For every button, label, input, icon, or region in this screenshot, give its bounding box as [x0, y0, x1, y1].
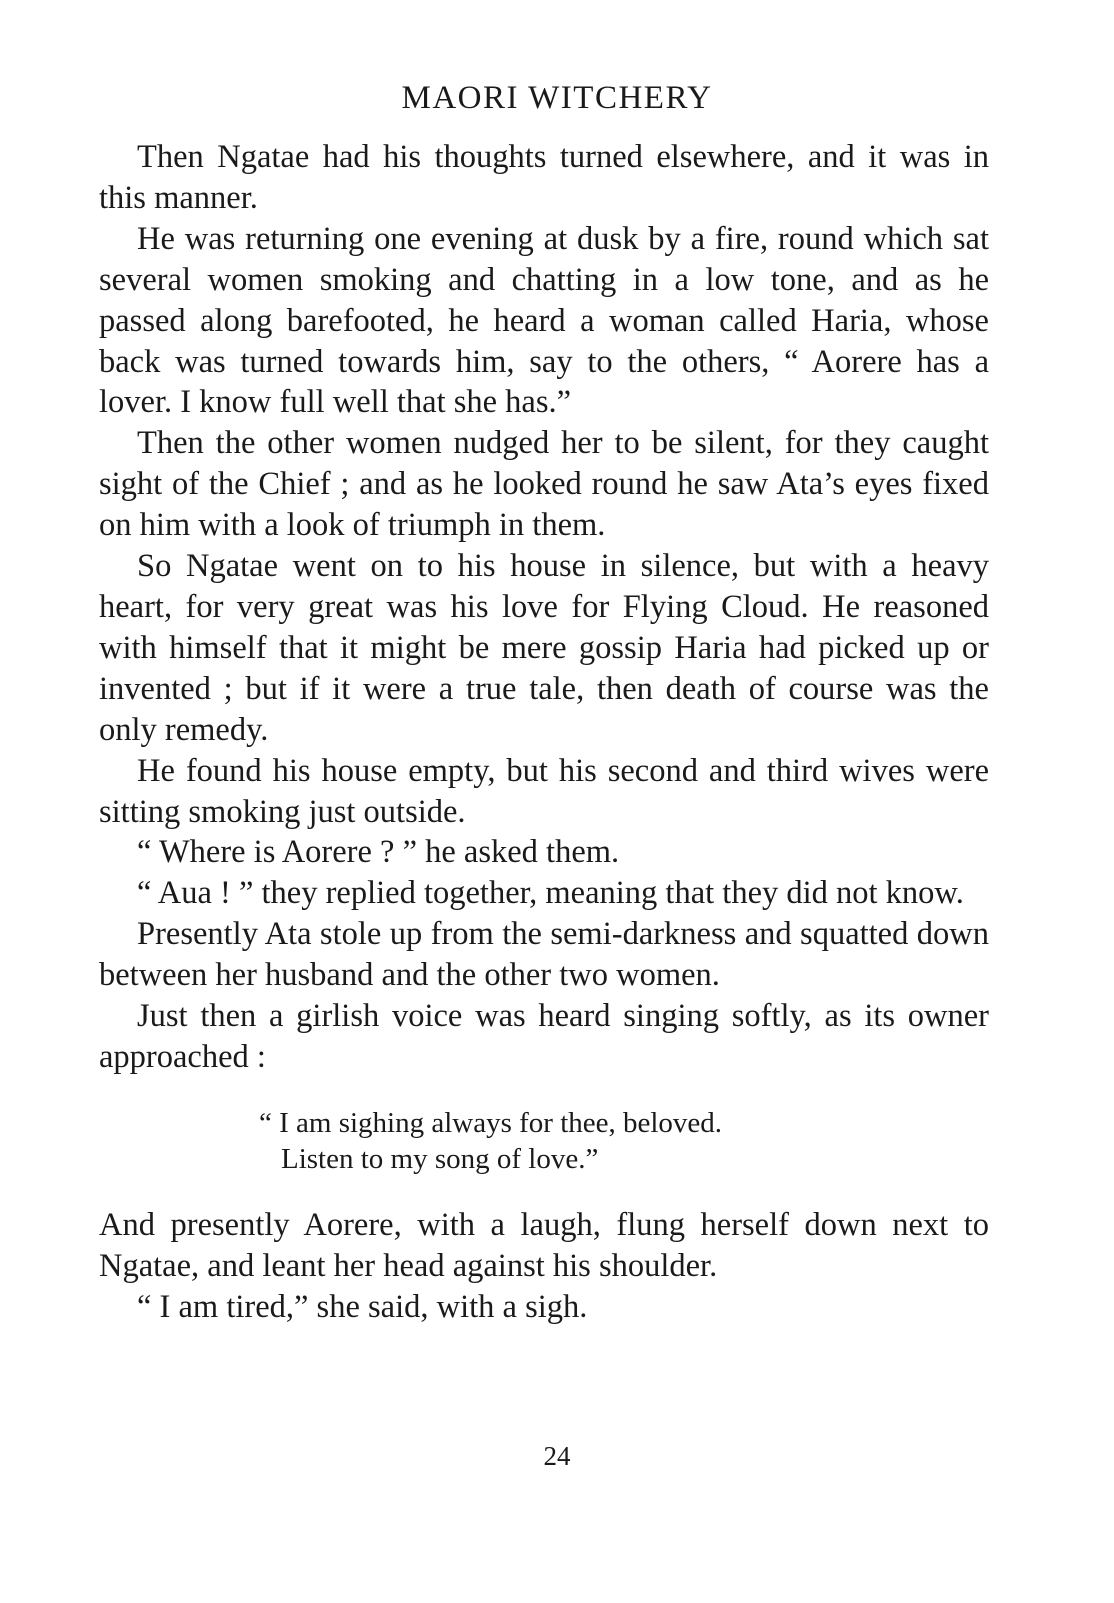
running-head: MAORI WITCHERY: [401, 80, 713, 116]
paragraph: Just then a girlish voice was heard singing softly, as its owner approached :: [99, 998, 989, 1075]
paragraph: “ Aua ! ” they replied together, meaning that they did not know.: [137, 875, 964, 912]
paragraph: And presently Aorere, with a laugh, flung herself down next to Ngatae, and leant her head against his shoulder.: [99, 1206, 989, 1284]
body-text: [99, 137, 989, 1328]
paragraph: “ Where is Aorere ? ” he asked them.: [137, 834, 620, 871]
verse-line: Listen to my song of love.”: [281, 1142, 599, 1175]
page-number: 24: [543, 1441, 571, 1471]
paragraph: Then the other women nudged her to be silent, for they caught sight of the Chief ; and as he looked round he saw Ata’s eyes fixed on him with a look of triumph in them.: [99, 425, 989, 544]
paragraph: Then Ngatae had his thoughts turned elsewhere, and it was in this manner.: [99, 139, 989, 216]
paragraph: “ I am tired,” she said, with a sigh.: [137, 1288, 588, 1325]
paragraph: So Ngatae went on to his house in silence, but with a heavy heart, for very great was his love for Flying Cloud. He reasoned with himself that it might be mere gossip Haria had picked up or invented ; but if it were a true tale, then death of course was the only remedy.: [99, 548, 989, 748]
paragraph: He found his house empty, but his second and third wives were sitting smoking just outside.: [99, 752, 989, 830]
paragraph: Presently Ata stole up from the semi-darkness and squatted down between her husband and the other two women.: [99, 916, 989, 994]
paragraph: He was returning one evening at dusk by a fire, round which sat several women smoking and chatting in a low tone, and as he passed along barefooted, he heard a woman called Haria, whose back was turned towards him, say to the others, “ Aorere has a lover. I know full well that she has.”: [99, 220, 989, 421]
song-verse: [99, 1105, 989, 1177]
verse-line: “ I am sighing always for thee, beloved.: [259, 1106, 723, 1139]
